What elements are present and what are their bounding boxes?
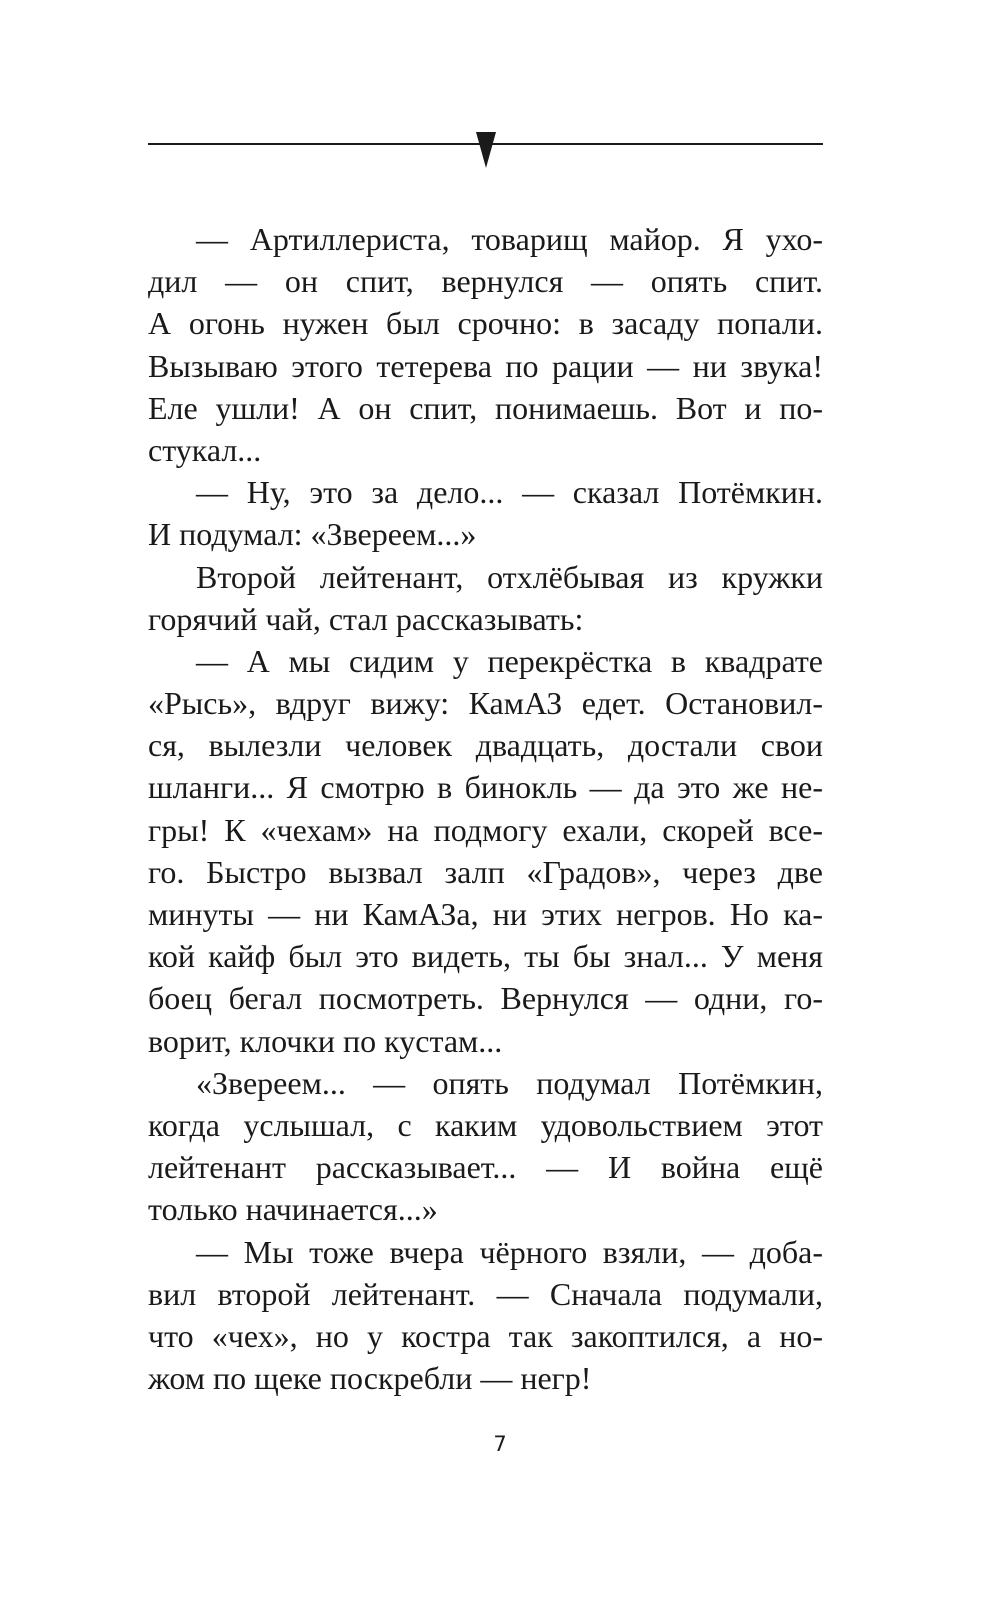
text-line: Вызываю этого тетерева по рации — ни звука! [148,347,823,384]
text-line: жом по щеке поскребли — негр! [148,1360,592,1397]
text-line: — Мы тоже вчера чёрного взяли, — доба- [196,1233,823,1270]
text-line: ворит, клочки по кустам... [148,1022,503,1059]
page-number: 7 [493,1432,507,1456]
text-line: боец бегал посмотреть. Вернулся — одни, го- [148,980,823,1017]
text-line: лейтенант рассказывает... — И война ещё [148,1149,823,1186]
inverted-triangle-ornament-icon [473,132,499,168]
text-line: дил — он спит, вернулся — опять спит. [148,263,823,300]
text-line: — Ну, это за дело... — сказал Потёмкин. [196,474,823,511]
text-line: «Рысь», вдруг вижу: КамАЗ едет. Остановил- [148,685,823,722]
text-line: шланги... Я смотрю в бинокль — да это же не- [148,769,823,806]
text-line: Второй лейтенант, отхлёбывая из кружки [196,558,823,595]
text-line: А огонь нужен был срочно: в засаду попали. [148,305,823,342]
text-line: горячий чай, стал рассказывать: [148,600,584,637]
text-line: минуты — ни КамАЗа, ни этих негров. Но ка- [148,896,823,932]
text-line: когда услышал, с каким удовольствием этот [148,1106,823,1143]
text-line: стукал... [148,431,262,468]
body-text [148,218,823,1399]
text-line: — Артиллериста, товарищ майор. Я ухо- [196,221,823,257]
ornament-triangle-shape [476,132,496,168]
text-line: что «чех», но у костра так закоптился, а но- [148,1317,823,1354]
text-line: И подумал: «Звереем...» [148,516,477,553]
text-line: ся, вылезли человек двадцать, достали свои [148,727,823,764]
text-line: «Звереем... — опять подумал Потёмкин, [196,1064,823,1101]
text-line: вил второй лейтенант. — Сначала подумали, [148,1275,823,1312]
text-line: кой кайф был это видеть, ты бы знал... У меня [148,938,823,975]
text-line: только начинается...» [148,1191,438,1228]
text-line: го. Быстро вызвал залп «Градов», через две [148,853,823,890]
text-line: — А мы сидим у перекрёстка в квадрате [196,642,823,679]
text-line: Еле ушли! А он спит, понимаешь. Вот и по- [148,389,823,426]
text-line: гры! К «чехам» на подмогу ехали, скорей все- [148,811,823,848]
